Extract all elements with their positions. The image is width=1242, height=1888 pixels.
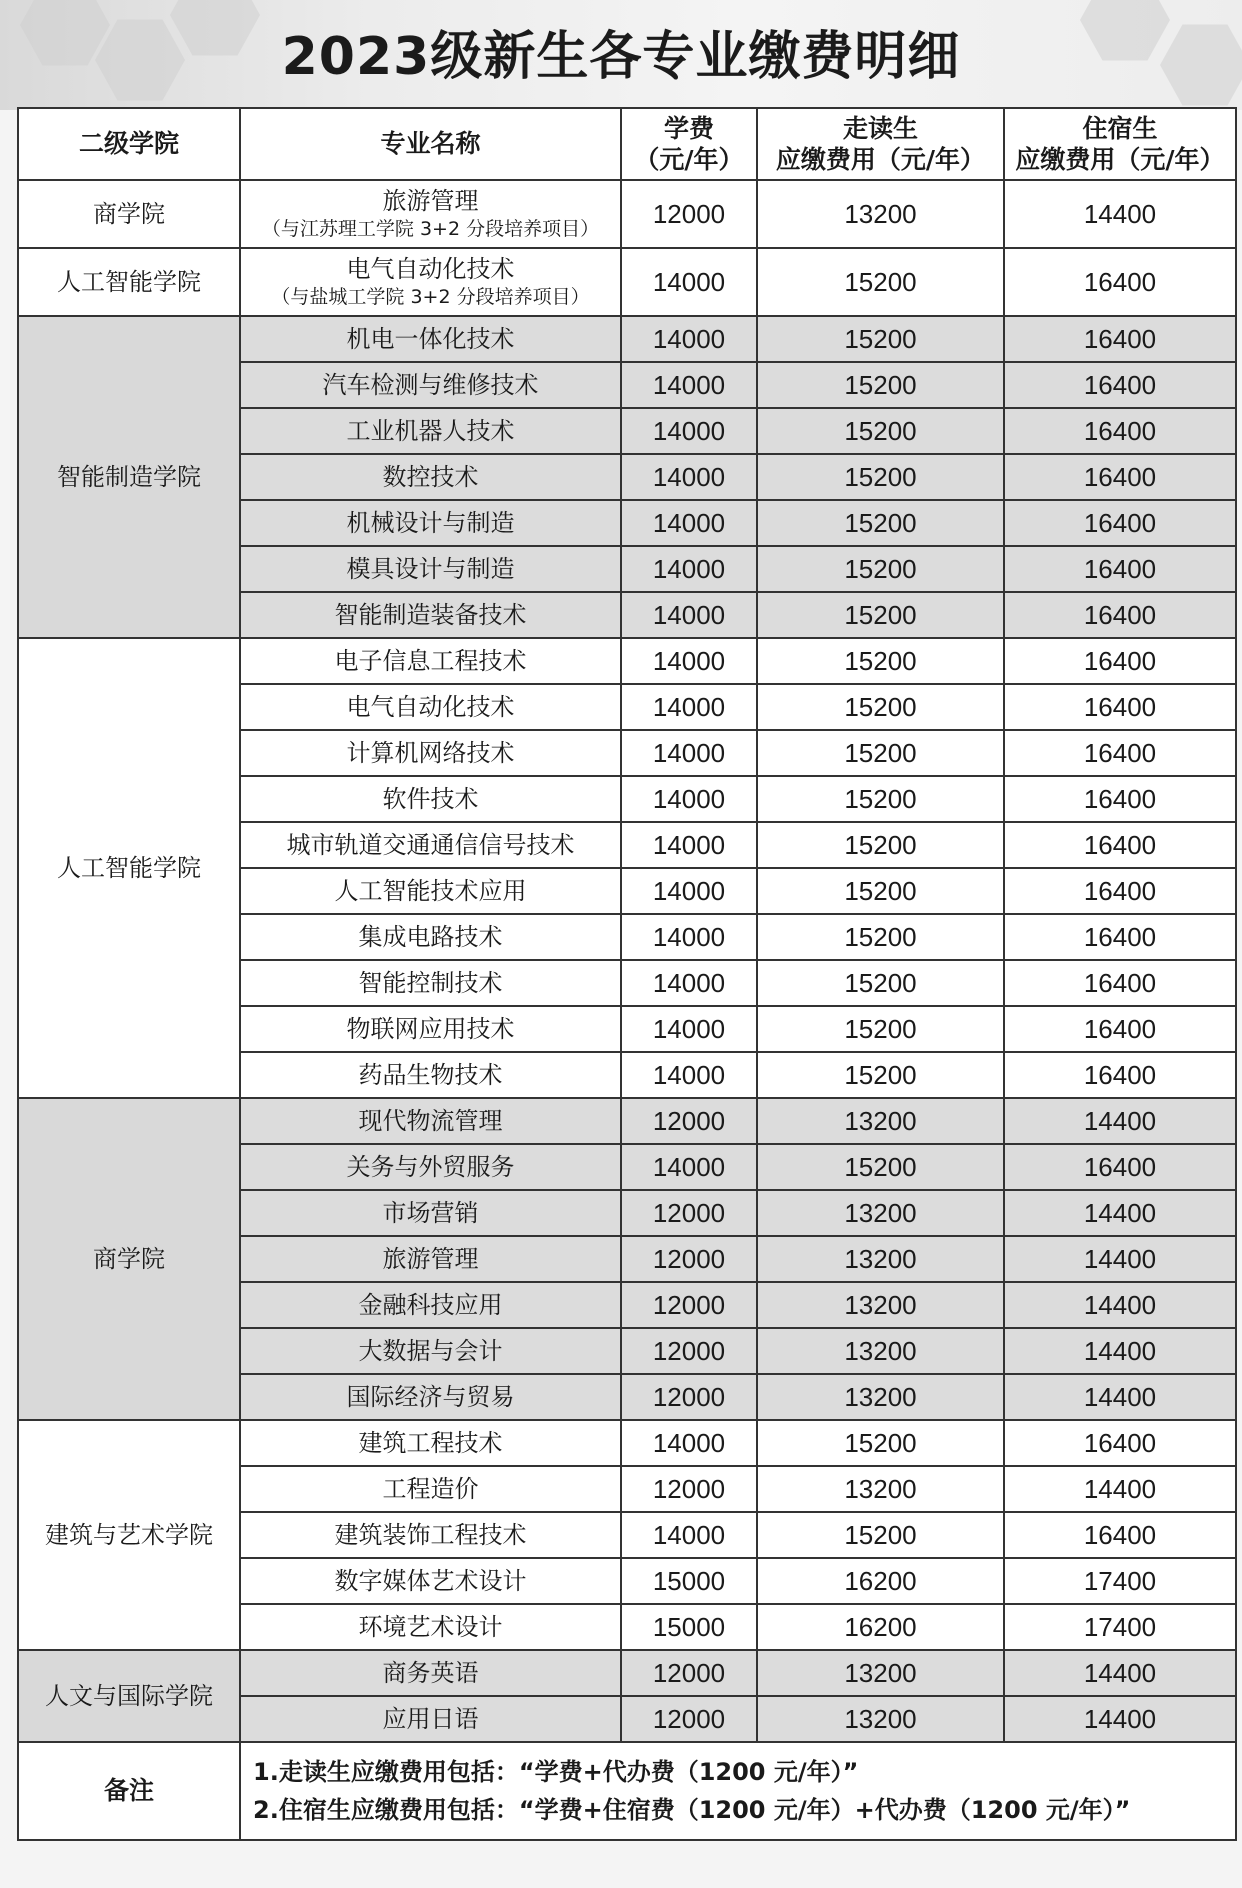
major-cell: 人工智能技术应用 xyxy=(240,868,621,914)
header-college: 二级学院 xyxy=(18,108,240,180)
table-row xyxy=(18,248,1236,316)
major-cell: 电气自动化技术 xyxy=(240,684,621,730)
major-cell: 建筑装饰工程技术 xyxy=(240,1512,621,1558)
tuition-cell: 14000 xyxy=(621,248,757,316)
page-title: 2023级新生各专业缴费明细 xyxy=(281,27,961,87)
tuition-cell: 14000 xyxy=(621,1052,757,1098)
major-cell: 药品生物技术 xyxy=(240,1052,621,1098)
day-fee-cell: 13200 xyxy=(757,1466,1004,1512)
tuition-cell: 12000 xyxy=(621,1650,757,1696)
tuition-cell: 14000 xyxy=(621,1512,757,1558)
day-fee-cell: 15200 xyxy=(757,362,1004,408)
tuition-cell: 14000 xyxy=(621,776,757,822)
dorm-fee-cell: 16400 xyxy=(1004,454,1236,500)
dorm-fee-cell: 16400 xyxy=(1004,1144,1236,1190)
tuition-cell: 12000 xyxy=(621,1236,757,1282)
day-fee-cell: 13200 xyxy=(757,1328,1004,1374)
tuition-cell: 14000 xyxy=(621,1144,757,1190)
dorm-fee-cell: 16400 xyxy=(1004,822,1236,868)
header-major: 专业名称 xyxy=(240,108,621,180)
tuition-cell: 12000 xyxy=(621,180,757,248)
major-cell: 国际经济与贸易 xyxy=(240,1374,621,1420)
dorm-fee-cell: 16400 xyxy=(1004,546,1236,592)
table-row xyxy=(18,638,1236,684)
major-cell: 关务与外贸服务 xyxy=(240,1144,621,1190)
major-name: 电气自动化技术 xyxy=(346,255,515,284)
major-cell: 计算机网络技术 xyxy=(240,730,621,776)
tuition-cell: 14000 xyxy=(621,960,757,1006)
college-cell: 人工智能学院 xyxy=(18,638,240,1098)
dorm-fee-cell: 14400 xyxy=(1004,1466,1236,1512)
college-cell: 智能制造学院 xyxy=(18,316,240,638)
dorm-fee-cell: 16400 xyxy=(1004,248,1236,316)
day-fee-cell: 13200 xyxy=(757,1650,1004,1696)
dorm-fee-cell: 16400 xyxy=(1004,638,1236,684)
tuition-cell: 15000 xyxy=(621,1558,757,1604)
major-cell xyxy=(240,180,621,248)
major-cell: 物联网应用技术 xyxy=(240,1006,621,1052)
note-line-2: 2.住宿生应缴费用包括：“学费+住宿费（1200 元/年）+代办费（1200 元/年）” xyxy=(253,1796,1131,1824)
day-fee-cell: 15200 xyxy=(757,868,1004,914)
day-fee-cell: 15200 xyxy=(757,592,1004,638)
day-fee-cell: 13200 xyxy=(757,1374,1004,1420)
day-fee-cell: 15200 xyxy=(757,546,1004,592)
day-fee-cell: 15200 xyxy=(757,248,1004,316)
day-fee-cell: 15200 xyxy=(757,1144,1004,1190)
day-fee-cell: 15200 xyxy=(757,408,1004,454)
dorm-fee-cell: 16400 xyxy=(1004,592,1236,638)
dorm-fee-cell: 16400 xyxy=(1004,914,1236,960)
day-fee-cell: 15200 xyxy=(757,500,1004,546)
major-cell: 工业机器人技术 xyxy=(240,408,621,454)
dorm-fee-cell: 16400 xyxy=(1004,868,1236,914)
tuition-cell: 14000 xyxy=(621,730,757,776)
day-fee-cell: 16200 xyxy=(757,1604,1004,1650)
tuition-cell: 14000 xyxy=(621,500,757,546)
header-day-line1: 走读生 xyxy=(842,113,918,143)
major-cell: 智能制造装备技术 xyxy=(240,592,621,638)
day-fee-cell: 13200 xyxy=(757,1236,1004,1282)
note-line-1: 1.走读生应缴费用包括：“学费+代办费（1200 元/年）” xyxy=(253,1757,859,1786)
major-cell: 智能控制技术 xyxy=(240,960,621,1006)
tuition-cell: 14000 xyxy=(621,592,757,638)
header-tuition-line1: 学费 xyxy=(663,113,714,143)
dorm-fee-cell: 16400 xyxy=(1004,960,1236,1006)
day-fee-cell: 15200 xyxy=(757,638,1004,684)
major-cell: 商务英语 xyxy=(240,1650,621,1696)
major-cell: 数字媒体艺术设计 xyxy=(240,1558,621,1604)
dorm-fee-cell: 16400 xyxy=(1004,1052,1236,1098)
tuition-cell: 12000 xyxy=(621,1282,757,1328)
tuition-cell: 12000 xyxy=(621,1374,757,1420)
tuition-cell: 14000 xyxy=(621,454,757,500)
major-cell: 机械设计与制造 xyxy=(240,500,621,546)
dorm-fee-cell: 16400 xyxy=(1004,730,1236,776)
day-fee-cell: 15200 xyxy=(757,684,1004,730)
major-cell xyxy=(240,248,621,316)
major-cell: 数控技术 xyxy=(240,454,621,500)
day-fee-cell: 15200 xyxy=(757,1052,1004,1098)
dorm-fee-cell: 16400 xyxy=(1004,1006,1236,1052)
dorm-fee-cell: 16400 xyxy=(1004,684,1236,730)
dorm-fee-cell: 17400 xyxy=(1004,1604,1236,1650)
table-row xyxy=(18,316,1236,362)
dorm-fee-cell: 14400 xyxy=(1004,1282,1236,1328)
dorm-fee-cell: 14400 xyxy=(1004,180,1236,248)
tuition-cell: 14000 xyxy=(621,822,757,868)
table-header-row xyxy=(18,108,1236,180)
day-fee-cell: 13200 xyxy=(757,1282,1004,1328)
major-name: 旅游管理 xyxy=(382,187,479,216)
day-fee-cell: 13200 xyxy=(757,1098,1004,1144)
dorm-fee-cell: 16400 xyxy=(1004,1420,1236,1466)
major-cell: 大数据与会计 xyxy=(240,1328,621,1374)
table-row xyxy=(18,1420,1236,1466)
major-cell: 模具设计与制造 xyxy=(240,546,621,592)
dorm-fee-cell: 14400 xyxy=(1004,1374,1236,1420)
major-cell: 城市轨道交通通信信号技术 xyxy=(240,822,621,868)
fee-table xyxy=(17,107,1237,1841)
college-cell: 商学院 xyxy=(18,180,240,248)
day-fee-cell: 13200 xyxy=(757,1696,1004,1742)
dorm-fee-cell: 14400 xyxy=(1004,1098,1236,1144)
major-cell: 应用日语 xyxy=(240,1696,621,1742)
tuition-cell: 15000 xyxy=(621,1604,757,1650)
table-body xyxy=(18,180,1236,1742)
tuition-cell: 14000 xyxy=(621,868,757,914)
header-day-student xyxy=(757,108,1004,180)
major-cell: 金融科技应用 xyxy=(240,1282,621,1328)
day-fee-cell: 15200 xyxy=(757,914,1004,960)
tuition-cell: 14000 xyxy=(621,638,757,684)
tuition-cell: 14000 xyxy=(621,408,757,454)
day-fee-cell: 13200 xyxy=(757,180,1004,248)
tuition-cell: 14000 xyxy=(621,684,757,730)
college-cell: 商学院 xyxy=(18,1098,240,1420)
major-cell: 机电一体化技术 xyxy=(240,316,621,362)
day-fee-cell: 15200 xyxy=(757,1006,1004,1052)
day-fee-cell: 13200 xyxy=(757,1190,1004,1236)
dorm-fee-cell: 16400 xyxy=(1004,408,1236,454)
college-cell: 建筑与艺术学院 xyxy=(18,1420,240,1650)
dorm-fee-cell: 16400 xyxy=(1004,776,1236,822)
header-tuition-line2: （元/年） xyxy=(634,145,744,174)
tuition-cell: 14000 xyxy=(621,546,757,592)
tuition-cell: 14000 xyxy=(621,362,757,408)
college-cell: 人文与国际学院 xyxy=(18,1650,240,1742)
tuition-cell: 12000 xyxy=(621,1098,757,1144)
major-cell: 建筑工程技术 xyxy=(240,1420,621,1466)
dorm-fee-cell: 16400 xyxy=(1004,362,1236,408)
major-cell: 软件技术 xyxy=(240,776,621,822)
tuition-cell: 12000 xyxy=(621,1328,757,1374)
day-fee-cell: 15200 xyxy=(757,454,1004,500)
major-cell: 工程造价 xyxy=(240,1466,621,1512)
major-note: （与江苏理工学院 3+2 分段培养项目） xyxy=(261,218,600,241)
dorm-fee-cell: 14400 xyxy=(1004,1696,1236,1742)
notes-text xyxy=(240,1742,1236,1840)
day-fee-cell: 15200 xyxy=(757,822,1004,868)
major-note: （与盐城工学院 3+2 分段培养项目） xyxy=(271,286,590,309)
tuition-cell: 12000 xyxy=(621,1466,757,1512)
dorm-fee-cell: 16400 xyxy=(1004,500,1236,546)
dorm-fee-cell: 17400 xyxy=(1004,1558,1236,1604)
dorm-fee-cell: 14400 xyxy=(1004,1328,1236,1374)
tuition-cell: 14000 xyxy=(621,316,757,362)
major-cell: 旅游管理 xyxy=(240,1236,621,1282)
notes-label: 备注 xyxy=(18,1742,240,1840)
day-fee-cell: 15200 xyxy=(757,1420,1004,1466)
day-fee-cell: 15200 xyxy=(757,1512,1004,1558)
header-tuition xyxy=(621,108,757,180)
major-cell: 现代物流管理 xyxy=(240,1098,621,1144)
dorm-fee-cell: 14400 xyxy=(1004,1236,1236,1282)
notes-row xyxy=(18,1742,1236,1840)
tuition-cell: 14000 xyxy=(621,914,757,960)
day-fee-cell: 15200 xyxy=(757,776,1004,822)
major-cell: 汽车检测与维修技术 xyxy=(240,362,621,408)
major-cell: 环境艺术设计 xyxy=(240,1604,621,1650)
fee-table-container xyxy=(17,107,1235,1841)
dorm-fee-cell: 16400 xyxy=(1004,1512,1236,1558)
header-dorm-student xyxy=(1004,108,1236,180)
major-cell: 电子信息工程技术 xyxy=(240,638,621,684)
major-cell: 集成电路技术 xyxy=(240,914,621,960)
day-fee-cell: 15200 xyxy=(757,960,1004,1006)
table-row xyxy=(18,1098,1236,1144)
header-dorm-line2: 应缴费用（元/年） xyxy=(1015,145,1225,174)
tuition-cell: 12000 xyxy=(621,1190,757,1236)
table-row xyxy=(18,180,1236,248)
day-fee-cell: 15200 xyxy=(757,730,1004,776)
header-dorm-line1: 住宿生 xyxy=(1082,113,1158,143)
day-fee-cell: 16200 xyxy=(757,1558,1004,1604)
tuition-cell: 14000 xyxy=(621,1420,757,1466)
major-cell: 市场营销 xyxy=(240,1190,621,1236)
header-day-line2: 应缴费用（元/年） xyxy=(775,145,986,174)
tuition-cell: 12000 xyxy=(621,1696,757,1742)
dorm-fee-cell: 14400 xyxy=(1004,1650,1236,1696)
table-row xyxy=(18,1650,1236,1696)
college-cell: 人工智能学院 xyxy=(18,248,240,316)
tuition-cell: 14000 xyxy=(621,1006,757,1052)
dorm-fee-cell: 14400 xyxy=(1004,1190,1236,1236)
day-fee-cell: 15200 xyxy=(757,316,1004,362)
dorm-fee-cell: 16400 xyxy=(1004,316,1236,362)
